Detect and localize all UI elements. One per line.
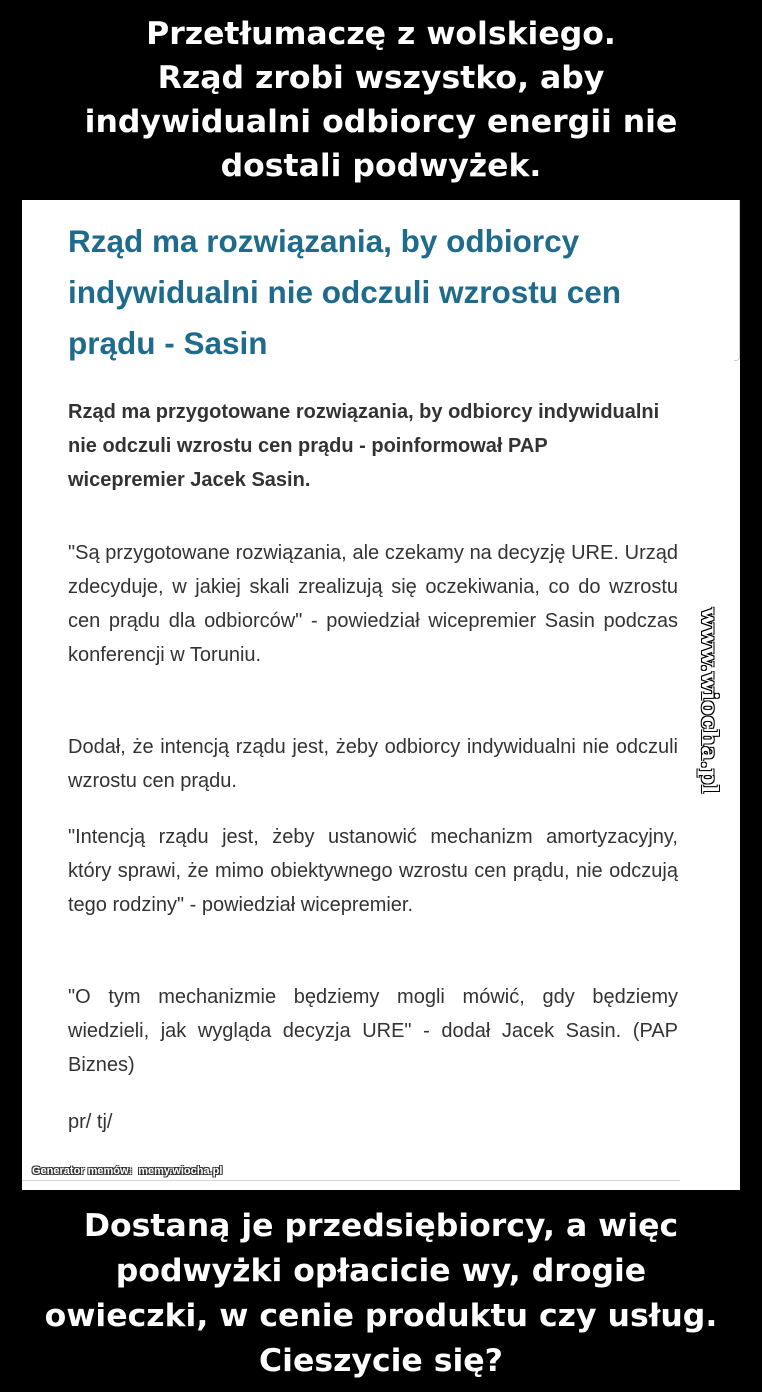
watermark: www.wiocha.pl [696,608,722,794]
top-caption-line: indywidualni odbiorcy energii nie [84,104,678,140]
article-paragraph: "Intencją rządu jest, żeby ustanowić mechanizm amortyzacyjny, który sprawi, że mimo obiektywnego wzrostu cen prądu, nie odczują tego rodziny" - powiedział wicepremier. [68,826,678,916]
article-paragraph: Dodał, że intencją rządu jest, żeby odbiorcy indywidualni nie odczuli wzrostu cen prądu. [68,736,678,792]
bottom-caption [0,1204,762,1384]
article-lead: Rząd ma przygotowane rozwiązania, by odbiorcy indywidualni nie odczuli wzrostu cen prądu - poinformował PAP wicepremier Jacek Sasin. [68,401,660,491]
bottom-caption-line: Dostaną je przedsiębiorcy, a więc [83,1208,679,1244]
article-headline: Rząd ma rozwiązania, by odbiorcy indywidualni nie odczuli wzrostu cen prądu - Sasin [68,223,622,361]
divider [22,1180,680,1181]
bottom-caption-line: Cieszycie się? [259,1343,503,1379]
article-screenshot [22,200,740,1190]
article-paragraph: "O tym mechanizmie będziemy mogli mówić, gdy będziemy wiedzieli, jak wygląda decyzja URE" - dodał Jacek Sasin. (PAP Biznes) [68,986,678,1076]
bottom-caption-line: podwyżki opłacicie wy, drogie [115,1253,647,1289]
top-caption-line: dostali podwyżek. [220,148,542,184]
top-caption-line: Przetłumaczę z wolskiego. [146,16,616,52]
top-caption-line: Rząd zrobi wszystko, aby [157,60,605,96]
article-signature: pr/ tj/ [68,1111,113,1133]
scroll-indicator [734,200,740,361]
bottom-caption-line: owieczki, w cenie produktu czy usług. [44,1298,718,1334]
article-paragraph: "Są przygotowane rozwiązania, ale czekamy na decyzję URE. Urząd zdecyduje, w jakiej skali zrealizują się oczekiwania, co do wzrostu cen prądu dla odbiorców" - powiedział wicepremier Sasin podczas konferencji w Toruniu. [68,542,678,666]
generator-site-link[interactable]: memy.wiocha.pl [138,1165,223,1177]
generator-label: Generator memów: [32,1165,133,1177]
top-caption [0,12,762,188]
generator-credit [32,1165,228,1177]
